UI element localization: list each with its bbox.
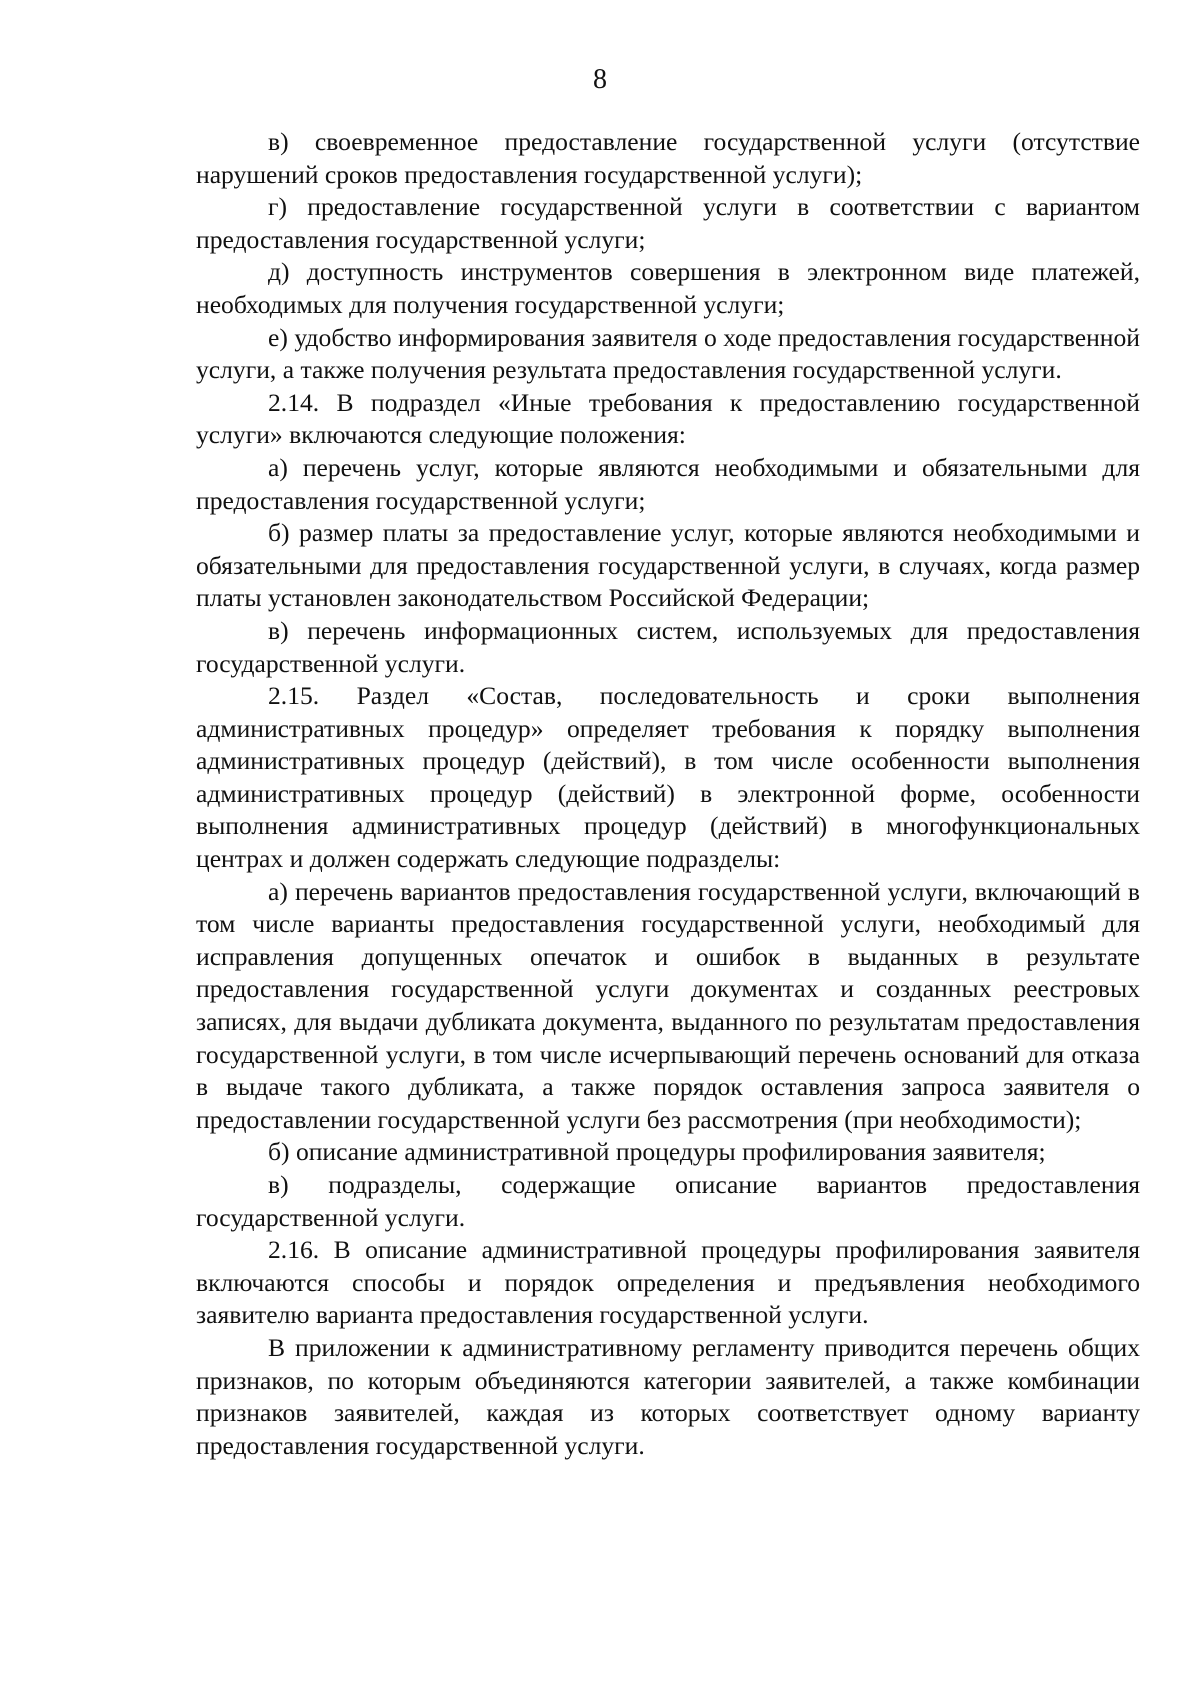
paragraph-d-electronic-payments: д) доступность инструментов совершения в электронном виде платежей, необходимых для получения государственной услуги; <box>196 257 1140 319</box>
paragraph-g-variant-compliance: г) предоставление государственной услуги в соответствии с вариантом предоставления государственной услуги; <box>196 192 1140 254</box>
paragraph-appendix-note: В приложении к административному регламенту приводится перечень общих признаков, по которым объединяются категории заявителей, а также комбинации признаков заявителей, каждая из которых соответствует одному варианту предоставления государственной услуги. <box>196 1332 1140 1460</box>
paragraph-2-15-b: б) описание административной процедуры профилирования заявителя; <box>268 1137 1046 1167</box>
paragraph-2-14-a: а) перечень услуг, которые являются необходимыми и обязательными для предоставления государственной услуги; <box>196 452 1140 515</box>
paragraph-2-15: 2.15. Раздел «Состав, последовательность и сроки выполнения административных процедур» определяет требования к порядку выполнения административных процедур (действий), в том числе особенности выполнения административных процедур (действий) в электронной форме, особенности выполнения административных процедур (действий) в многофункциональных центрах и должен содержать следующие подразделы: <box>196 681 1140 874</box>
paragraph-2-15-v: в) подразделы, содержащие описание вариантов предоставления государственной услуги. <box>196 1170 1140 1232</box>
paragraph-2-14-v: в) перечень информационных систем, используемых для предоставления государственной услуги. <box>196 615 1140 678</box>
document-body <box>196 126 1140 1462</box>
paragraph-2-14: 2.14. В подраздел «Иные требования к предоставлению государственной услуги» включаются следующие положения: <box>196 387 1140 450</box>
paragraph-2-14-b: б) размер платы за предоставление услуг, которые являются необходимыми и обязательными для предоставления государственной услуги, в случаях, когда размер платы установлен законодательством Российской Федерации; <box>196 518 1140 613</box>
paragraph-2-15-a: а) перечень вариантов предоставления государственной услуги, включающий в том числе варианты предоставления государственной услуги, необходимый для исправления допущенных опечаток и ошибок в выданных в результате предоставления государственной услуги документах и созданных реестровых записях, для выдачи дубликата документа, выданного по результатам предоставления государственной услуги, в том числе исчерпывающий перечень оснований для отказа в выдаче такого дубликата, а также порядок оставления запроса заявителя о предоставлении государственной услуги без рассмотрения (при необходимости); <box>196 876 1140 1134</box>
paragraph-2-16: 2.16. В описание административной процедуры профилирования заявителя включаются способы и порядок определения и предъявления необходимого заявителю варианта предоставления государственной услуги. <box>196 1235 1140 1330</box>
paragraph-e-informing-convenience: е) удобство информирования заявителя о ходе предоставления государственной услуги, а также получения результата предоставления государственной услуги. <box>196 322 1140 385</box>
paragraph-v-timeliness: в) своевременное предоставление государственной услуги (отсутствие нарушений сроков предоставления государственной услуги); <box>196 127 1140 189</box>
page-number: 8 <box>593 64 607 95</box>
